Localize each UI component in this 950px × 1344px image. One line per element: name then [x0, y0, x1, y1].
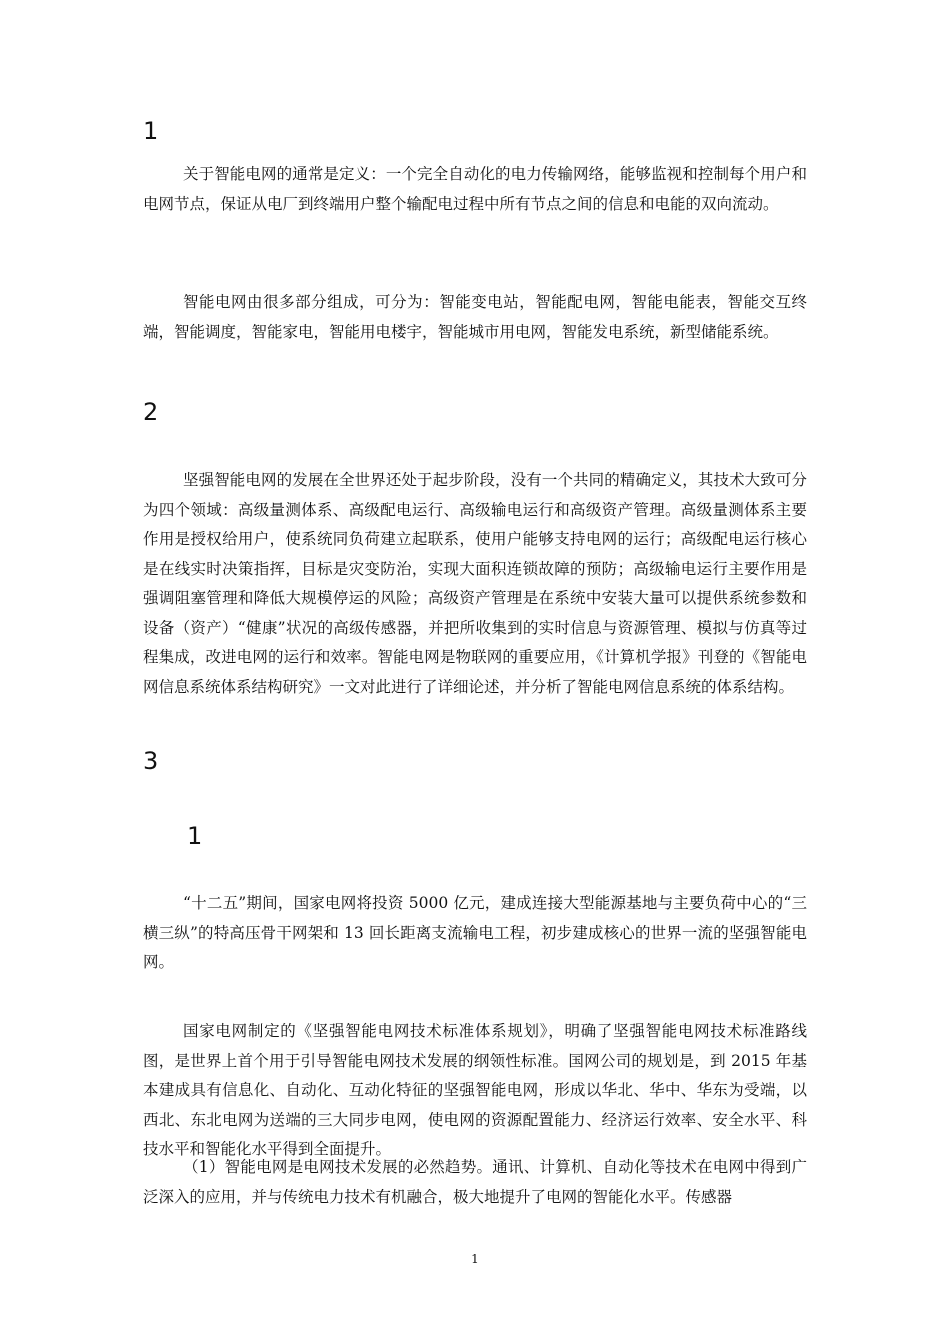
paragraph: 智能电网由很多部分组成，可分为：智能变电站，智能配电网，智能电能表，智能交互终端，智能调度，智能家电，智能用电楼宇，智能城市用电网，智能发电系统，新型储能系统。 — [143, 293, 807, 341]
page-number: 1 — [471, 1252, 479, 1266]
section-heading-1: 1 — [143, 117, 159, 145]
section-heading-3: 3 — [143, 747, 159, 775]
paragraph: “十二五”期间，国家电网将投资 5000 亿元，建成连接大型能源基地与主要负荷中心的“三横三纵”的特高压骨干网架和 13 回长距离支流输电工程，初步建成核心的世界一流的坚强智能电网。 — [143, 894, 807, 971]
paragraph: 关于智能电网的通常是定义：一个完全自动化的电力传输网络，能够监视和控制每个用户和电网节点，保证从电厂到终端用户整个输配电过程中所有节点之间的信息和电能的双向流动。 — [143, 165, 807, 213]
paragraph: 国家电网制定的《坚强智能电网技术标准体系规划》，明确了坚强智能电网技术标准路线图，是世界上首个用于引导智能电网技术发展的纲领性标准。国网公司的规划是，到 2015 年基本建成具有信息化、自动化、互动化特征的坚强智能电网，形成以华北、华中、华东为受端，以西北、东北电网为送端的三大同步电网，使电网的资源配置能力、经济运行效率、安全水平、科技水平和智能化水平得到全面提升。 — [143, 1022, 807, 1158]
paragraph: 坚强智能电网的发展在全世界还处于起步阶段，没有一个共同的精确定义，其技术大致可分为四个领域：高级量测体系、高级配电运行、高级输电运行和高级资产管理。高级量测体系主要作用是授权给用户，使系统同负荷建立起联系，使用户能够支持电网的运行；高级配电运行核心是在线实时决策指挥，目标是灾变防治，实现大面积连锁故障的预防；高级输电运行主要作用是强调阻塞管理和降低大规模停运的风险；高级资产管理是在系统中安装大量可以提供系统参数和设备（资产）“健康”状况的高级传感器，并把所收集到的实时信息与资源管理、模拟与仿真等过程集成，改进电网的运行和效率。智能电网是物联网的重要应用，《计算机学报》刊登的《智能电网信息系统体系结构研究》一文对此进行了详细论述，并分析了智能电网信息系统的体系结构。 — [143, 471, 807, 696]
section-heading-2: 2 — [143, 398, 159, 426]
subsection-heading: 1 — [187, 822, 203, 850]
paragraph: （1）智能电网是电网技术发展的必然趋势。通讯、计算机、自动化等技术在电网中得到广泛深入的应用，并与传统电力技术有机融合，极大地提升了电网的智能化水平。传感器 — [143, 1158, 807, 1206]
